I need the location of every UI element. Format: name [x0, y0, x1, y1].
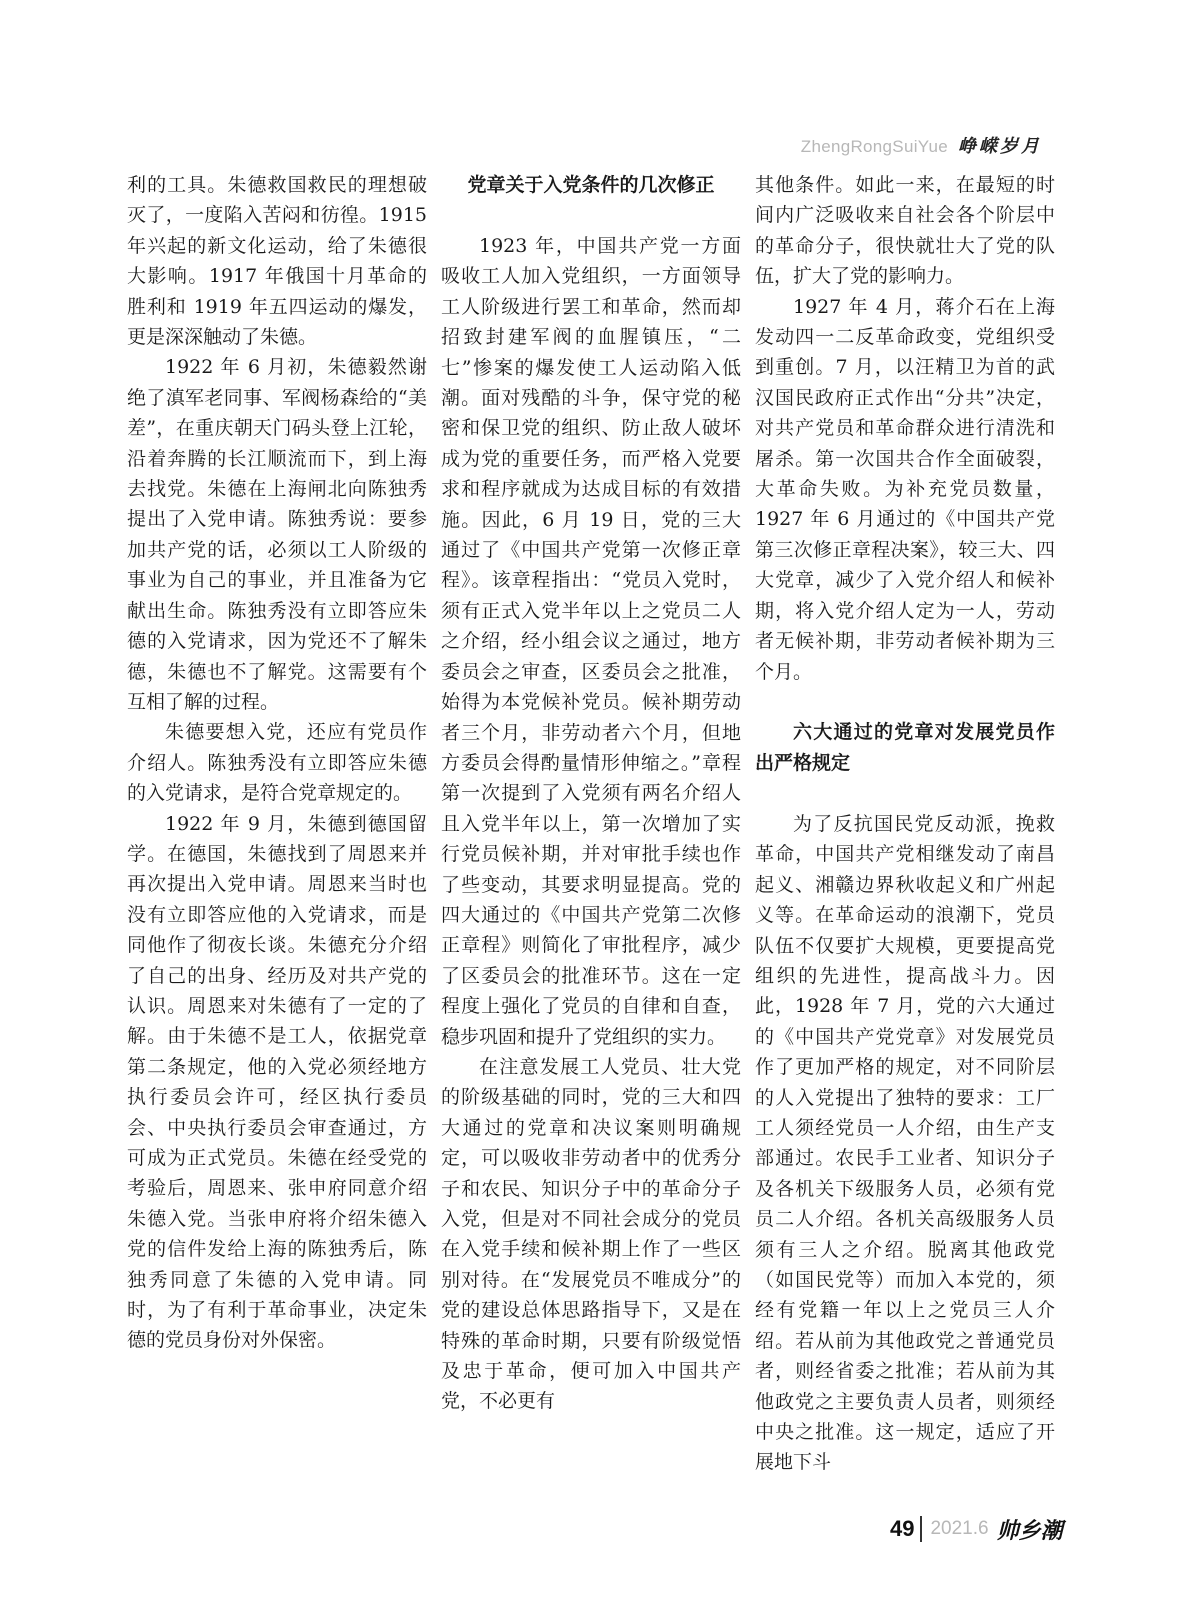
paragraph: 1922 年 9 月，朱德到德国留学。在德国，朱德找到了周恩来并再次提出入党申请。周恩来当时也没有立即答应他的入党请求，而是同他作了彻夜长谈。朱德充分介绍了自己的出身、经历及对共产党的认识。周恩来对朱德有了一定的了解。由于朱德不是工人，依据党章第二条规定，他的入党必须经地方执行委员会许可，经区执行委员会、中央执行委员会审查通过，方可成为正式党员。朱德在经受党的考验后，周恩来、张申府同意介绍朱德入党。当张申府将介绍朱德入党的信件发给上海的陈独秀后，陈独秀同意了朱德的入党申请。同时，为了有利于革命事业，决定朱德的党员身份对外保密。 [127, 812, 427, 1352]
text-column-2 [441, 170, 741, 1417]
running-header [801, 132, 1042, 158]
text-column-3 [755, 170, 1055, 1478]
paragraph: 其他条件。如此一来，在最短的时间内广泛吸收来自社会各个阶层中的革命分子，很快就壮大了党的队伍，扩大了党的影响力。 [755, 174, 1055, 288]
header-pinyin: ZhengRongSuiYue [800, 137, 948, 156]
text-column-1 [127, 170, 427, 1356]
issue-date: 2021.6 [930, 1518, 989, 1539]
section-heading: 党章关于入党条件的几次修正 [467, 174, 715, 196]
paragraph: 1922 年 6 月初，朱德毅然谢绝了滇军老同事、军阀杨森给的“美差”，在重庆朝天门码头登上江轮，沿着奔腾的长江顺流而下，到上海去找党。朱德在上海闸北向陈独秀提出了入党申请。陈独秀说：要参加共产党的话，必须以工人阶级的事业为自己的事业，并且准备为它献出生命。陈独秀没有立即答应朱德的入党请求，因为党还不了解朱德，朱德也不了解党。这需要有个互相了解的过程。 [127, 356, 427, 713]
paragraph: 1927 年 4 月，蒋介石在上海发动四一二反革命政变，党组织受到重创。7 月，以汪精卫为首的武汉国民政府正式作出“分共”决定，对共产党员和革命群众进行清洗和屠杀。第一次国共合作全面破裂，大革命失败。为补充党员数量，1927 年 6 月通过的《中国共产党第三次修正章程决案》，较三大、四大党章，减少了入党介绍人和候补期，将入党介绍人定为一人，劳动者无候补期，非劳动者候补期为三个月。 [755, 295, 1055, 683]
section-heading: 六大通过的党章对发展党员作出严格规定 [755, 720, 1055, 774]
paragraph: 朱德要想入党，还应有党员作介绍人。陈独秀没有立即答应朱德的入党请求，是符合党章规定的。 [127, 721, 427, 805]
paragraph: 利的工具。朱德救国救民的理想破灭了，一度陷入苦闷和彷徨。1915 年兴起的新文化运动，给了朱德很大影响。1917 年俄国十月革命的胜利和 1919 年五四运动的爆发，更是深深触动了朱德。 [127, 174, 427, 349]
paragraph: 1923 年，中国共产党一方面吸收工人加入党组织，一方面领导工人阶级进行罢工和革命，然而却招致封建军阀的血腥镇压，“二七”惨案的爆发使工人运动陷入低潮。面对残酷的斗争，保守党的秘密和保卫党的组织、防止敌人破坏成为党的重要任务，而严格入党要求和程序就成为达成目标的有效措施。因此，6 月 19 日，党的三大通过了《中国共产党第一次修正章程》。该章程指出：“党员入党时，须有正式入党半年以上之党员二人之介绍，经小组会议之通过，地方委员会之审查，区委员会之批准，始得为本党候补党员。候补期劳动者三个月，非劳动者六个月，但地方委员会得酌量情形伸缩之。”章程第一次提到了入党须有两名介绍人且入党半年以上，第一次增加了实行党员候补期，并对审批手续也作了些变动，其要求明显提高。党的四大通过的《中国共产党第二次修正章程》则简化了审批程序，减少了区委员会的批准环节。这在一定程度上强化了党员的自律和自查，稳步巩固和提升了党组织的实力。 [441, 235, 741, 1048]
paragraph: 为了反抗国民党反动派，挽救革命，中国共产党相继发动了南昌起义、湘赣边界秋收起义和广州起义等。在革命运动的浪潮下，党员队伍不仅要扩大规模，更要提高党组织的先进性，提高战斗力。因此，1928 年 7 月，党的六大通过的《中国共产党党章》对发展党员作了更加严格的规定，对不同阶层的人入党提出了独特的要求：工厂工人须经党员一人介绍，由生产支部通过。农民手工业者、知识分子及各机关下级服务人员，必须有党员二人介绍。各机关高级服务人员须有三人之介绍。脱离其他政党（如国民党等）而加入本党的，须经有党籍一年以上之党员三人介绍。若从前为其他政党之普通党员者，则经省委之批准；若从前为其他政党之主要负责人员者，则须经中央之批准。这一规定，适应了开展地下斗 [755, 812, 1055, 1474]
header-section-title: 峥嵘岁月 [958, 136, 1042, 157]
magazine-logo: 帅乡潮 [996, 1518, 1063, 1544]
page-number: 49 [890, 1516, 915, 1541]
page-footer [890, 1516, 1063, 1542]
paragraph: 在注意发展工人党员、壮大党的阶级基础的同时，党的三大和四大通过的党章和决议案则明确规定，可以吸收非劳动者中的优秀分子和农民、知识分子中的革命分子入党，但是对不同社会成分的党员在入党手续和候补期上作了一些区别对待。在“发展党员不唯成分”的党的建设总体思路指导下，又是在特殊的革命时期，只要有阶级觉悟及忠于革命，便可加入中国共产党，不必更有 [441, 1055, 741, 1413]
